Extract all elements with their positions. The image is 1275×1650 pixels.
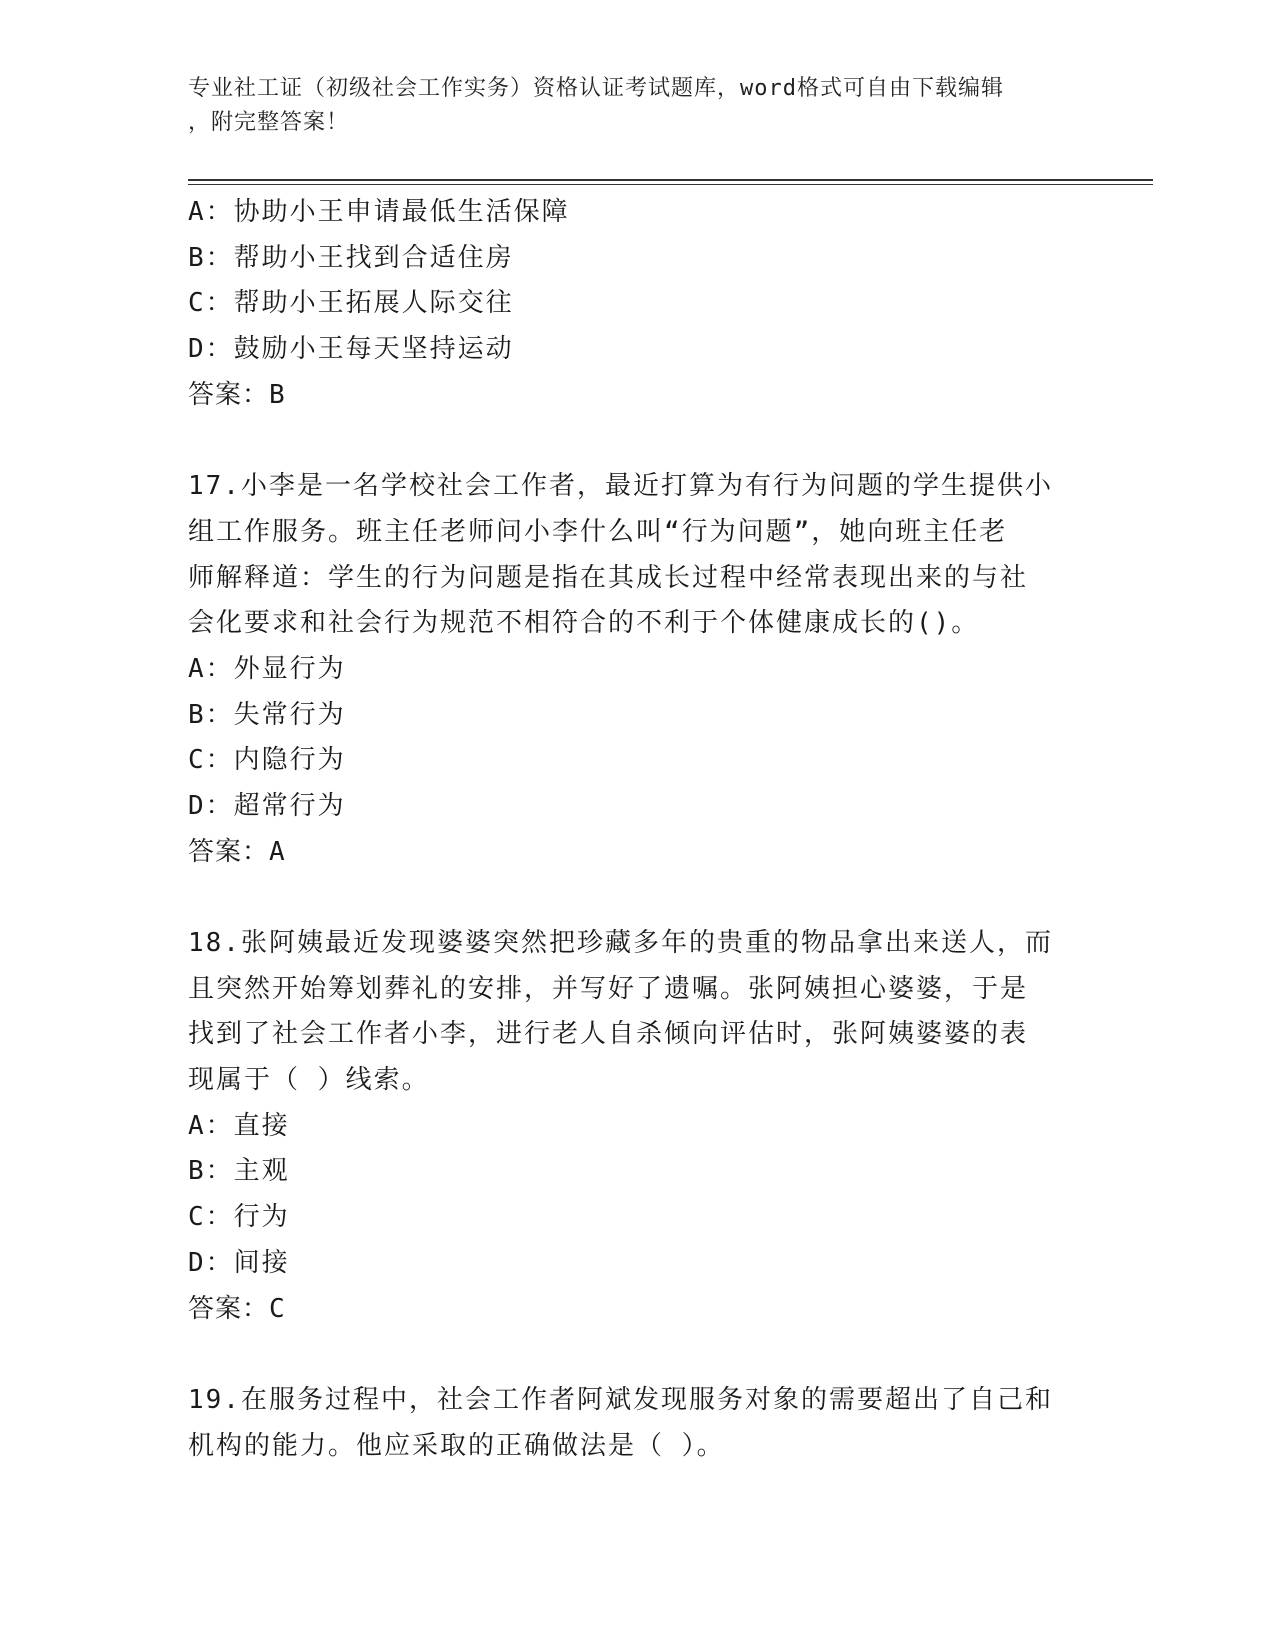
answer-value: B <box>269 379 286 410</box>
header-divider-thin <box>188 184 1153 185</box>
question-text-line: 且突然开始筹划葬礼的安排，并写好了遗嘱。张阿姨担心婆婆，于是 <box>188 973 1029 1004</box>
question-block-19 <box>188 1378 1088 1469</box>
answer-line <box>188 373 1088 419</box>
question-text-line: 师解释道：学生的行为问题是指在其成长过程中经常表现出来的与社 <box>188 562 1029 593</box>
question-text-line: 组工作服务。班主任老师问小李什么叫“行为问题”，她向班主任老 <box>188 516 1008 547</box>
document-header <box>188 72 1068 140</box>
option-c: C：行为 <box>188 1202 290 1233</box>
option-b: B：失常行为 <box>188 699 346 730</box>
header-line-1: 专业社工证（初级社会工作实务）资格认证考试题库，word格式可自由下载编辑 <box>188 76 1004 101</box>
question-block-16 <box>188 190 1088 418</box>
question-text-line: 19.在服务过程中，社会工作者阿斌发现服务对象的需要超出了自己和 <box>188 1384 1053 1415</box>
answer-label: 答案： <box>188 1293 270 1324</box>
option-c: C：内隐行为 <box>188 745 346 776</box>
option-b: B：主观 <box>188 1156 290 1187</box>
answer-label: 答案： <box>188 836 270 867</box>
question-text-line: 找到了社会工作者小李，进行老人自杀倾向评估时，张阿姨婆婆的表 <box>188 1019 1029 1050</box>
option-d: D：超常行为 <box>188 790 346 821</box>
answer-line <box>188 830 1088 876</box>
question-text-line: 机构的能力。他应采取的正确做法是（ ）。 <box>188 1430 725 1461</box>
header-divider <box>188 179 1153 181</box>
question-list <box>188 190 1088 1469</box>
question-text-line: 17.小李是一名学校社会工作者，最近打算为有行为问题的学生提供小 <box>188 471 1053 502</box>
question-text-line: 18.张阿姨最近发现婆婆突然把珍藏多年的贵重的物品拿出来送人，而 <box>188 928 1053 958</box>
option-b: B：帮助小王找到合适住房 <box>188 242 514 273</box>
option-a: A：外显行为 <box>188 653 346 684</box>
answer-value: A <box>269 836 286 867</box>
answer-value: C <box>269 1293 286 1324</box>
question-block-17 <box>188 464 1088 875</box>
header-line-2: ，附完整答案！ <box>188 110 350 135</box>
option-a: A：协助小王申请最低生活保障 <box>188 197 570 227</box>
option-d: D：间接 <box>188 1247 290 1278</box>
question-text-line: 现属于（ ）线索。 <box>188 1065 430 1096</box>
question-text-line: 会化要求和社会行为规范不相符合的不利于个体健康成长的()。 <box>188 608 980 639</box>
answer-label: 答案： <box>188 379 270 410</box>
option-c: C：帮助小王拓展人际交往 <box>188 288 514 319</box>
option-d: D：鼓励小王每天坚持运动 <box>188 334 514 365</box>
answer-line <box>188 1287 1088 1333</box>
option-a: A：直接 <box>188 1110 290 1141</box>
question-block-18 <box>188 921 1088 1332</box>
